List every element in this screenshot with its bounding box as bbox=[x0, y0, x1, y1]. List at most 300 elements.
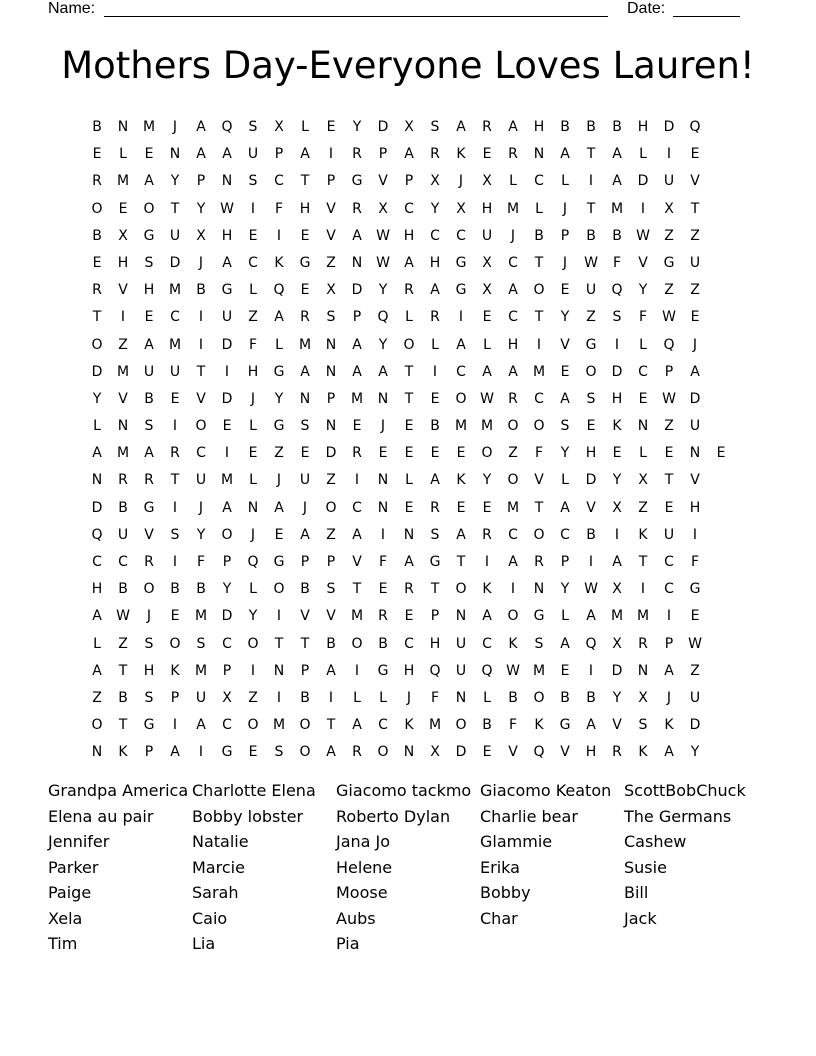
grid-letter[interactable]: A bbox=[196, 717, 206, 734]
grid-letter[interactable]: P bbox=[300, 662, 310, 679]
grid-letter[interactable]: O bbox=[247, 635, 259, 652]
grid-letter[interactable]: I bbox=[198, 336, 204, 353]
grid-letter[interactable]: I bbox=[484, 554, 490, 570]
grid-letter[interactable]: L bbox=[249, 418, 257, 435]
grid-letter[interactable]: P bbox=[196, 173, 206, 190]
grid-letter[interactable]: N bbox=[637, 662, 649, 679]
grid-letter[interactable]: O bbox=[273, 581, 285, 598]
grid-letter[interactable]: I bbox=[328, 689, 334, 706]
grid-letter[interactable]: E bbox=[92, 254, 102, 271]
grid-letter[interactable]: E bbox=[404, 499, 414, 516]
grid-letter[interactable]: L bbox=[119, 146, 127, 163]
grid-letter[interactable]: L bbox=[639, 336, 647, 353]
grid-letter[interactable]: N bbox=[377, 499, 389, 516]
grid-letter[interactable]: J bbox=[562, 254, 568, 271]
grid-letter[interactable]: D bbox=[611, 363, 623, 380]
grid-letter[interactable]: R bbox=[352, 200, 362, 217]
grid-letter[interactable]: E bbox=[248, 445, 258, 462]
grid-letter[interactable]: W bbox=[584, 581, 598, 598]
grid-letter[interactable]: A bbox=[560, 146, 570, 163]
grid-letter[interactable]: C bbox=[456, 227, 466, 244]
grid-letter[interactable]: X bbox=[378, 200, 388, 217]
grid-letter[interactable]: W bbox=[584, 254, 598, 271]
grid-letter[interactable]: E bbox=[378, 445, 388, 462]
grid-letter[interactable]: A bbox=[222, 146, 232, 163]
grid-letter[interactable]: F bbox=[196, 554, 206, 570]
grid-letter[interactable]: M bbox=[272, 717, 286, 734]
grid-letter[interactable]: U bbox=[117, 526, 129, 543]
grid-letter[interactable]: P bbox=[430, 608, 440, 625]
grid-letter[interactable]: W bbox=[116, 608, 130, 625]
grid-letter[interactable]: A bbox=[404, 554, 414, 570]
grid-letter[interactable]: E bbox=[482, 744, 492, 761]
grid-letter[interactable]: J bbox=[458, 173, 464, 190]
grid-letter[interactable]: A bbox=[508, 282, 518, 299]
grid-letter[interactable]: I bbox=[224, 363, 230, 380]
grid-letter[interactable]: W bbox=[376, 227, 390, 244]
grid-letter[interactable]: V bbox=[300, 608, 310, 625]
grid-letter[interactable]: Q bbox=[689, 119, 701, 135]
grid-letter[interactable]: E bbox=[352, 418, 362, 435]
grid-letter[interactable]: O bbox=[455, 581, 467, 598]
grid-letter[interactable]: I bbox=[172, 418, 178, 435]
grid-letter[interactable]: U bbox=[663, 526, 675, 543]
grid-letter[interactable]: X bbox=[664, 200, 674, 217]
grid-letter[interactable]: G bbox=[559, 717, 571, 734]
grid-letter[interactable]: R bbox=[92, 173, 102, 190]
grid-letter[interactable]: H bbox=[689, 499, 701, 516]
grid-letter[interactable]: Y bbox=[560, 581, 570, 598]
grid-letter[interactable]: P bbox=[560, 227, 570, 244]
grid-letter[interactable]: Y bbox=[638, 282, 648, 299]
grid-letter[interactable]: M bbox=[480, 418, 494, 435]
grid-letter[interactable]: U bbox=[455, 662, 467, 679]
grid-letter[interactable]: Z bbox=[664, 282, 674, 299]
grid-letter[interactable]: E bbox=[404, 418, 414, 435]
grid-letter[interactable]: I bbox=[614, 336, 620, 353]
grid-letter[interactable]: Q bbox=[273, 282, 285, 299]
grid-letter[interactable]: I bbox=[614, 526, 620, 543]
grid-letter[interactable]: Q bbox=[611, 282, 623, 299]
grid-letter[interactable]: E bbox=[664, 445, 674, 462]
grid-letter[interactable]: L bbox=[535, 200, 543, 217]
grid-letter[interactable]: U bbox=[195, 472, 207, 489]
grid-letter[interactable]: B bbox=[144, 390, 154, 407]
grid-letter[interactable]: G bbox=[143, 227, 155, 244]
grid-letter[interactable]: E bbox=[482, 146, 492, 163]
grid-letter[interactable]: R bbox=[404, 581, 414, 598]
grid-letter[interactable]: K bbox=[404, 717, 414, 734]
grid-letter[interactable]: T bbox=[404, 363, 414, 380]
grid-letter[interactable]: I bbox=[172, 499, 178, 516]
grid-letter[interactable]: K bbox=[118, 744, 128, 761]
grid-letter[interactable]: E bbox=[326, 119, 336, 135]
grid-letter[interactable]: I bbox=[354, 662, 360, 679]
grid-letter[interactable]: C bbox=[92, 554, 102, 570]
grid-letter[interactable]: E bbox=[378, 581, 388, 598]
grid-letter[interactable]: U bbox=[689, 254, 701, 271]
grid-letter[interactable]: I bbox=[354, 472, 360, 489]
grid-letter[interactable]: O bbox=[195, 418, 207, 435]
grid-letter[interactable]: N bbox=[689, 445, 701, 462]
grid-letter[interactable]: J bbox=[250, 390, 256, 407]
grid-letter[interactable]: O bbox=[481, 445, 493, 462]
grid-letter[interactable]: A bbox=[404, 146, 414, 163]
grid-letter[interactable]: A bbox=[92, 608, 102, 625]
grid-letter[interactable]: Z bbox=[586, 309, 596, 326]
grid-letter[interactable]: B bbox=[92, 119, 102, 135]
grid-letter[interactable]: E bbox=[664, 499, 674, 516]
grid-letter[interactable]: O bbox=[221, 526, 233, 543]
grid-letter[interactable]: M bbox=[350, 390, 364, 407]
grid-letter[interactable]: M bbox=[532, 363, 546, 380]
grid-letter[interactable]: R bbox=[300, 309, 310, 326]
grid-letter[interactable]: P bbox=[378, 146, 388, 163]
grid-letter[interactable]: Y bbox=[196, 200, 206, 217]
grid-letter[interactable]: D bbox=[351, 282, 363, 299]
grid-letter[interactable]: F bbox=[248, 336, 258, 353]
grid-letter[interactable]: D bbox=[91, 499, 103, 516]
grid-letter[interactable]: N bbox=[117, 418, 129, 435]
grid-letter[interactable]: X bbox=[430, 744, 440, 761]
grid-letter[interactable]: E bbox=[716, 445, 726, 462]
grid-letter[interactable]: C bbox=[482, 635, 492, 652]
grid-letter[interactable]: T bbox=[92, 309, 102, 326]
grid-letter[interactable]: Y bbox=[378, 282, 388, 299]
grid-letter[interactable]: G bbox=[429, 554, 441, 570]
grid-letter[interactable]: V bbox=[534, 472, 544, 489]
grid-letter[interactable]: E bbox=[144, 146, 154, 163]
grid-letter[interactable]: E bbox=[430, 445, 440, 462]
grid-letter[interactable]: R bbox=[534, 554, 544, 570]
grid-letter[interactable]: B bbox=[118, 499, 128, 516]
grid-letter[interactable]: B bbox=[118, 581, 128, 598]
grid-letter[interactable]: A bbox=[352, 717, 362, 734]
grid-letter[interactable]: G bbox=[689, 581, 701, 598]
grid-letter[interactable]: P bbox=[326, 390, 336, 407]
grid-letter[interactable]: E bbox=[404, 608, 414, 625]
grid-letter[interactable]: B bbox=[300, 689, 310, 706]
grid-letter[interactable]: I bbox=[120, 309, 126, 326]
grid-letter[interactable]: M bbox=[506, 499, 520, 516]
grid-letter[interactable]: F bbox=[274, 200, 284, 217]
grid-letter[interactable]: Y bbox=[560, 309, 570, 326]
grid-letter[interactable]: A bbox=[586, 717, 596, 734]
grid-letter[interactable]: Q bbox=[663, 336, 675, 353]
grid-letter[interactable]: T bbox=[300, 635, 310, 652]
grid-letter[interactable]: U bbox=[585, 282, 597, 299]
grid-letter[interactable]: N bbox=[247, 499, 259, 516]
grid-letter[interactable]: X bbox=[638, 689, 648, 706]
grid-letter[interactable]: U bbox=[299, 472, 311, 489]
grid-letter[interactable]: A bbox=[664, 662, 674, 679]
grid-letter[interactable]: O bbox=[533, 526, 545, 543]
grid-letter[interactable]: U bbox=[169, 227, 181, 244]
grid-letter[interactable]: J bbox=[198, 499, 204, 516]
grid-letter[interactable]: S bbox=[300, 418, 310, 435]
grid-letter[interactable]: S bbox=[248, 119, 258, 135]
grid-letter[interactable]: U bbox=[221, 309, 233, 326]
grid-letter[interactable]: Z bbox=[92, 689, 102, 706]
grid-letter[interactable]: B bbox=[378, 635, 388, 652]
grid-letter[interactable]: G bbox=[299, 254, 311, 271]
grid-letter[interactable]: P bbox=[170, 689, 180, 706]
grid-letter[interactable]: B bbox=[560, 119, 570, 135]
grid-letter[interactable]: B bbox=[560, 689, 570, 706]
grid-letter[interactable]: U bbox=[689, 689, 701, 706]
grid-letter[interactable]: I bbox=[198, 744, 204, 761]
grid-letter[interactable]: I bbox=[588, 554, 594, 570]
grid-letter[interactable]: X bbox=[222, 689, 232, 706]
grid-letter[interactable]: K bbox=[508, 635, 518, 652]
grid-letter[interactable]: G bbox=[273, 418, 285, 435]
grid-letter[interactable]: I bbox=[692, 526, 698, 543]
grid-letter[interactable]: I bbox=[250, 662, 256, 679]
grid-letter[interactable]: N bbox=[325, 363, 337, 380]
grid-letter[interactable]: Z bbox=[664, 418, 674, 435]
grid-letter[interactable]: K bbox=[482, 581, 492, 598]
grid-letter[interactable]: S bbox=[248, 173, 258, 190]
grid-letter[interactable]: V bbox=[118, 390, 128, 407]
grid-letter[interactable]: M bbox=[142, 119, 156, 135]
grid-letter[interactable]: T bbox=[300, 173, 310, 190]
grid-letter[interactable]: G bbox=[351, 173, 363, 190]
grid-letter[interactable]: V bbox=[638, 254, 648, 271]
grid-letter[interactable]: O bbox=[507, 608, 519, 625]
grid-letter[interactable]: J bbox=[666, 689, 672, 706]
grid-letter[interactable]: C bbox=[664, 554, 674, 570]
grid-letter[interactable]: X bbox=[482, 173, 492, 190]
grid-letter[interactable]: O bbox=[377, 744, 389, 761]
grid-letter[interactable]: R bbox=[638, 635, 648, 652]
grid-letter[interactable]: T bbox=[170, 200, 180, 217]
grid-letter[interactable]: Q bbox=[429, 662, 441, 679]
grid-letter[interactable]: E bbox=[612, 445, 622, 462]
grid-letter[interactable]: Q bbox=[585, 635, 597, 652]
grid-letter[interactable]: Y bbox=[196, 526, 206, 543]
grid-letter[interactable]: P bbox=[352, 309, 362, 326]
grid-letter[interactable]: Q bbox=[533, 744, 545, 761]
grid-letter[interactable]: H bbox=[299, 200, 311, 217]
grid-letter[interactable]: T bbox=[456, 554, 466, 570]
grid-letter[interactable]: A bbox=[326, 662, 336, 679]
grid-letter[interactable]: Y bbox=[92, 390, 102, 407]
grid-letter[interactable]: M bbox=[194, 608, 208, 625]
grid-letter[interactable]: H bbox=[637, 119, 649, 135]
grid-letter[interactable]: G bbox=[273, 363, 285, 380]
grid-letter[interactable]: I bbox=[666, 608, 672, 625]
grid-letter[interactable]: E bbox=[560, 282, 570, 299]
grid-letter[interactable]: W bbox=[376, 254, 390, 271]
grid-letter[interactable]: H bbox=[91, 581, 103, 598]
grid-letter[interactable]: E bbox=[690, 309, 700, 326]
grid-letter[interactable]: D bbox=[455, 744, 467, 761]
grid-letter[interactable]: C bbox=[222, 717, 232, 734]
grid-letter[interactable]: Y bbox=[430, 200, 440, 217]
grid-letter[interactable]: L bbox=[509, 173, 517, 190]
grid-letter[interactable]: O bbox=[299, 717, 311, 734]
grid-letter[interactable]: T bbox=[586, 200, 596, 217]
grid-letter[interactable]: K bbox=[274, 254, 284, 271]
grid-letter[interactable]: E bbox=[248, 744, 258, 761]
grid-letter[interactable]: N bbox=[377, 390, 389, 407]
grid-letter[interactable]: T bbox=[430, 581, 440, 598]
grid-letter[interactable]: A bbox=[560, 499, 570, 516]
grid-letter[interactable]: L bbox=[353, 689, 361, 706]
grid-letter[interactable]: M bbox=[610, 608, 624, 625]
grid-letter[interactable]: E bbox=[690, 146, 700, 163]
grid-letter[interactable]: S bbox=[274, 744, 284, 761]
grid-letter[interactable]: Y bbox=[352, 119, 362, 135]
grid-letter[interactable]: A bbox=[482, 608, 492, 625]
grid-letter[interactable]: E bbox=[170, 390, 180, 407]
grid-letter[interactable]: S bbox=[560, 418, 570, 435]
grid-letter[interactable]: B bbox=[430, 418, 440, 435]
grid-letter[interactable]: Q bbox=[221, 119, 233, 135]
grid-letter[interactable]: N bbox=[637, 418, 649, 435]
grid-letter[interactable]: U bbox=[481, 227, 493, 244]
grid-letter[interactable]: T bbox=[404, 390, 414, 407]
grid-letter[interactable]: Z bbox=[508, 445, 518, 462]
grid-letter[interactable]: A bbox=[144, 173, 154, 190]
grid-letter[interactable]: M bbox=[168, 336, 182, 353]
grid-letter[interactable]: S bbox=[144, 635, 154, 652]
grid-letter[interactable]: A bbox=[92, 445, 102, 462]
grid-letter[interactable]: C bbox=[248, 254, 258, 271]
grid-letter[interactable]: Y bbox=[612, 689, 622, 706]
grid-letter[interactable]: N bbox=[403, 744, 415, 761]
grid-letter[interactable]: K bbox=[534, 717, 544, 734]
grid-letter[interactable]: Z bbox=[690, 227, 700, 244]
grid-letter[interactable]: Z bbox=[248, 689, 258, 706]
grid-letter[interactable]: I bbox=[640, 200, 646, 217]
grid-letter[interactable]: M bbox=[116, 173, 130, 190]
grid-letter[interactable]: M bbox=[532, 662, 546, 679]
grid-letter[interactable]: X bbox=[638, 472, 648, 489]
grid-letter[interactable]: F bbox=[508, 717, 518, 734]
grid-letter[interactable]: R bbox=[482, 526, 492, 543]
grid-letter[interactable]: L bbox=[249, 282, 257, 299]
grid-letter[interactable]: V bbox=[378, 173, 388, 190]
grid-letter[interactable]: H bbox=[143, 282, 155, 299]
grid-letter[interactable]: D bbox=[325, 445, 337, 462]
grid-letter[interactable]: E bbox=[690, 608, 700, 625]
grid-letter[interactable]: W bbox=[688, 635, 702, 652]
grid-letter[interactable]: M bbox=[428, 717, 442, 734]
grid-letter[interactable]: L bbox=[483, 689, 491, 706]
grid-letter[interactable]: S bbox=[144, 689, 154, 706]
grid-letter[interactable]: R bbox=[352, 445, 362, 462]
grid-letter[interactable]: N bbox=[377, 472, 389, 489]
grid-letter[interactable]: Q bbox=[377, 309, 389, 326]
grid-letter[interactable]: C bbox=[560, 526, 570, 543]
grid-letter[interactable]: M bbox=[116, 445, 130, 462]
grid-letter[interactable]: D bbox=[637, 173, 649, 190]
grid-letter[interactable]: J bbox=[692, 336, 698, 353]
grid-letter[interactable]: T bbox=[664, 472, 674, 489]
grid-letter[interactable]: L bbox=[639, 445, 647, 462]
grid-letter[interactable]: G bbox=[221, 744, 233, 761]
grid-letter[interactable]: H bbox=[403, 662, 415, 679]
grid-letter[interactable]: A bbox=[144, 445, 154, 462]
grid-letter[interactable]: S bbox=[534, 635, 544, 652]
grid-letter[interactable]: R bbox=[170, 445, 180, 462]
grid-letter[interactable]: B bbox=[326, 635, 336, 652]
grid-letter[interactable]: G bbox=[143, 717, 155, 734]
grid-letter[interactable]: K bbox=[456, 146, 466, 163]
grid-letter[interactable]: X bbox=[430, 173, 440, 190]
grid-letter[interactable]: V bbox=[508, 744, 518, 761]
grid-letter[interactable]: E bbox=[92, 146, 102, 163]
grid-letter[interactable]: A bbox=[222, 254, 232, 271]
grid-letter[interactable]: E bbox=[300, 282, 310, 299]
grid-letter[interactable]: A bbox=[352, 363, 362, 380]
grid-letter[interactable]: U bbox=[663, 173, 675, 190]
grid-letter[interactable]: L bbox=[483, 336, 491, 353]
grid-letter[interactable]: I bbox=[666, 146, 672, 163]
grid-letter[interactable]: A bbox=[456, 526, 466, 543]
grid-letter[interactable]: O bbox=[507, 472, 519, 489]
grid-letter[interactable]: E bbox=[482, 499, 492, 516]
grid-letter[interactable]: P bbox=[664, 635, 674, 652]
grid-letter[interactable]: E bbox=[482, 309, 492, 326]
grid-letter[interactable]: J bbox=[250, 526, 256, 543]
grid-letter[interactable]: E bbox=[456, 499, 466, 516]
grid-letter[interactable]: A bbox=[456, 336, 466, 353]
grid-letter[interactable]: S bbox=[144, 418, 154, 435]
grid-letter[interactable]: L bbox=[379, 689, 387, 706]
grid-letter[interactable]: L bbox=[639, 146, 647, 163]
grid-letter[interactable]: J bbox=[172, 119, 178, 135]
grid-letter[interactable]: H bbox=[585, 744, 597, 761]
grid-letter[interactable]: L bbox=[561, 608, 569, 625]
grid-letter[interactable]: R bbox=[612, 744, 622, 761]
grid-letter[interactable]: R bbox=[508, 390, 518, 407]
grid-letter[interactable]: G bbox=[455, 254, 467, 271]
grid-letter[interactable]: A bbox=[664, 744, 674, 761]
grid-letter[interactable]: W bbox=[636, 227, 650, 244]
grid-letter[interactable]: M bbox=[506, 200, 520, 217]
grid-letter[interactable]: M bbox=[298, 336, 312, 353]
grid-letter[interactable]: A bbox=[222, 499, 232, 516]
grid-letter[interactable]: I bbox=[588, 173, 594, 190]
grid-letter[interactable]: T bbox=[534, 254, 544, 271]
grid-letter[interactable]: H bbox=[585, 445, 597, 462]
grid-letter[interactable]: N bbox=[455, 689, 467, 706]
grid-letter[interactable]: G bbox=[221, 282, 233, 299]
grid-letter[interactable]: T bbox=[118, 717, 128, 734]
grid-letter[interactable]: B bbox=[196, 282, 206, 299]
grid-letter[interactable]: T bbox=[118, 662, 128, 679]
grid-letter[interactable]: C bbox=[404, 200, 414, 217]
grid-letter[interactable]: V bbox=[196, 390, 206, 407]
grid-letter[interactable]: B bbox=[612, 227, 622, 244]
grid-letter[interactable]: Z bbox=[690, 282, 700, 299]
grid-letter[interactable]: C bbox=[456, 363, 466, 380]
grid-letter[interactable]: P bbox=[326, 173, 336, 190]
grid-letter[interactable]: I bbox=[588, 662, 594, 679]
grid-letter[interactable]: O bbox=[585, 363, 597, 380]
grid-letter[interactable]: R bbox=[430, 309, 440, 326]
grid-letter[interactable]: N bbox=[533, 581, 545, 598]
grid-letter[interactable]: J bbox=[146, 608, 152, 625]
grid-letter[interactable]: R bbox=[92, 282, 102, 299]
grid-letter[interactable]: M bbox=[168, 282, 182, 299]
grid-letter[interactable]: G bbox=[663, 254, 675, 271]
grid-letter[interactable]: D bbox=[169, 254, 181, 271]
grid-letter[interactable]: E bbox=[560, 662, 570, 679]
grid-letter[interactable]: F bbox=[378, 554, 388, 570]
